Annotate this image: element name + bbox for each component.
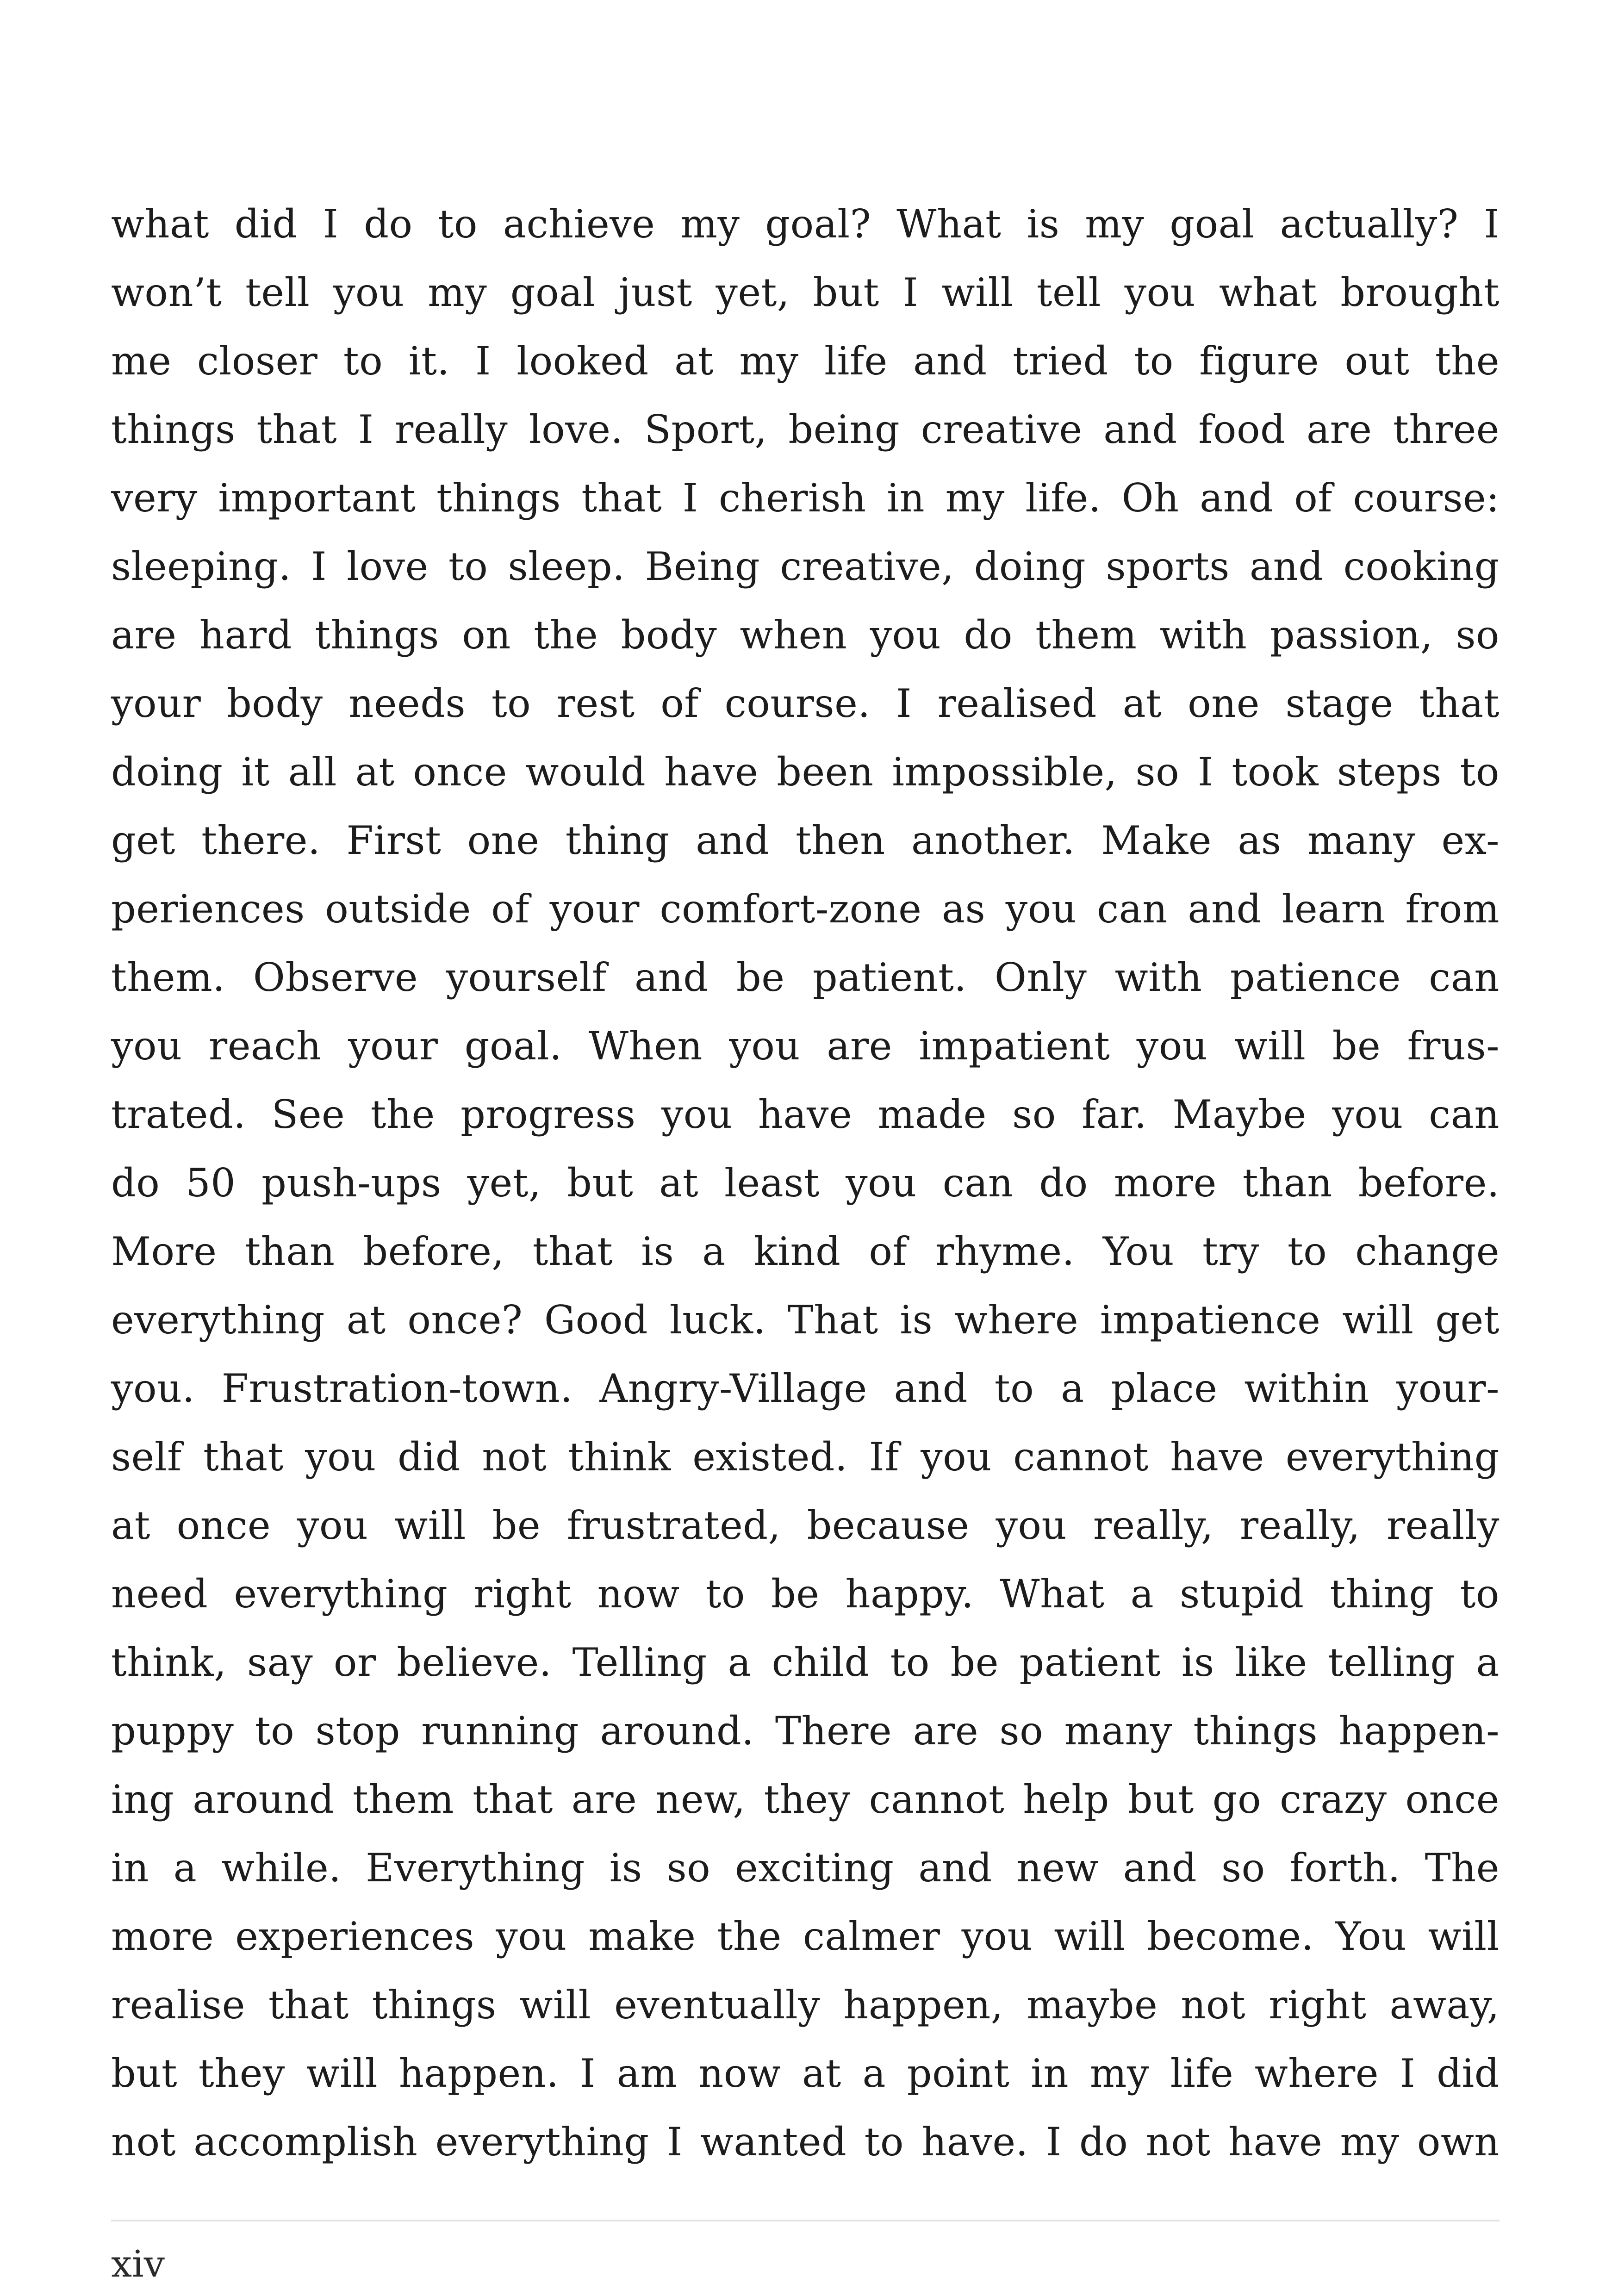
text-line: are hard things on the body when you do them with passion, so — [111, 612, 1500, 658]
text-line: self that you did not think existed. If you cannot have everything — [111, 1434, 1500, 1480]
text-line: ing around them that are new, they cannot help but go crazy once — [111, 1777, 1500, 1822]
text-line: doing it all at once would have been impossible, so I took steps to — [111, 749, 1500, 795]
page-number: xiv — [111, 2242, 165, 2285]
text-line: them. Observe yourself and be patient. Only with patience can — [111, 955, 1500, 1000]
text-line: sleeping. I love to sleep. Being creative, doing sports and cooking — [111, 544, 1500, 589]
text-line: everything at once? Good luck. That is where impatience will get — [111, 1297, 1500, 1343]
text-line: things that I really love. Sport, being creative and food are three — [111, 407, 1500, 452]
text-line: but they will happen. I am now at a point in my life where I did — [111, 2051, 1500, 2096]
text-line: won’t tell you my goal just yet, but I will tell you what brought — [111, 270, 1500, 315]
text-line: your body needs to rest of course. I realised at one stage that — [111, 681, 1500, 726]
text-line: not accomplish everything I wanted to have. I do not have my own — [111, 2119, 1500, 2165]
text-line: very important things that I cherish in my life. Oh and of course: — [111, 475, 1500, 521]
text-line: need everything right now to be happy. What a stupid thing to — [111, 1571, 1500, 1617]
text-line: do 50 push-ups yet, but at least you can do more than before. — [111, 1160, 1500, 1206]
text-line: more experiences you make the calmer you will become. You will — [111, 1914, 1500, 1959]
text-line: realise that things will eventually happen, maybe not right away, — [111, 1982, 1500, 2028]
text-line: you reach your goal. When you are impatient you will be frus- — [111, 1023, 1500, 1069]
text-line: what did I do to achieve my goal? What is my goal actually? I — [111, 201, 1500, 247]
footer-rule — [111, 2220, 1500, 2221]
text-line: get there. First one thing and then another. Make as many ex- — [111, 818, 1500, 863]
text-line: in a while. Everything is so exciting and new and so forth. The — [111, 1845, 1500, 1891]
body-text — [111, 190, 1500, 2176]
text-line: periences outside of your comfort-zone as you can and learn from — [111, 886, 1500, 932]
text-line: think, say or believe. Telling a child to be patient is like telling a — [111, 1640, 1500, 1685]
text-line: at once you will be frustrated, because you really, really, really — [111, 1503, 1500, 1548]
text-line: trated. See the progress you have made so far. Maybe you can — [111, 1092, 1500, 1137]
text-line: you. Frustration-town. Angry-Village and to a place within your- — [111, 1366, 1500, 1411]
text-line: me closer to it. I looked at my life and tried to figure out the — [111, 338, 1500, 384]
text-line: More than before, that is a kind of rhyme. You try to change — [111, 1229, 1500, 1274]
text-line: puppy to stop running around. There are so many things happen- — [111, 1708, 1500, 1754]
